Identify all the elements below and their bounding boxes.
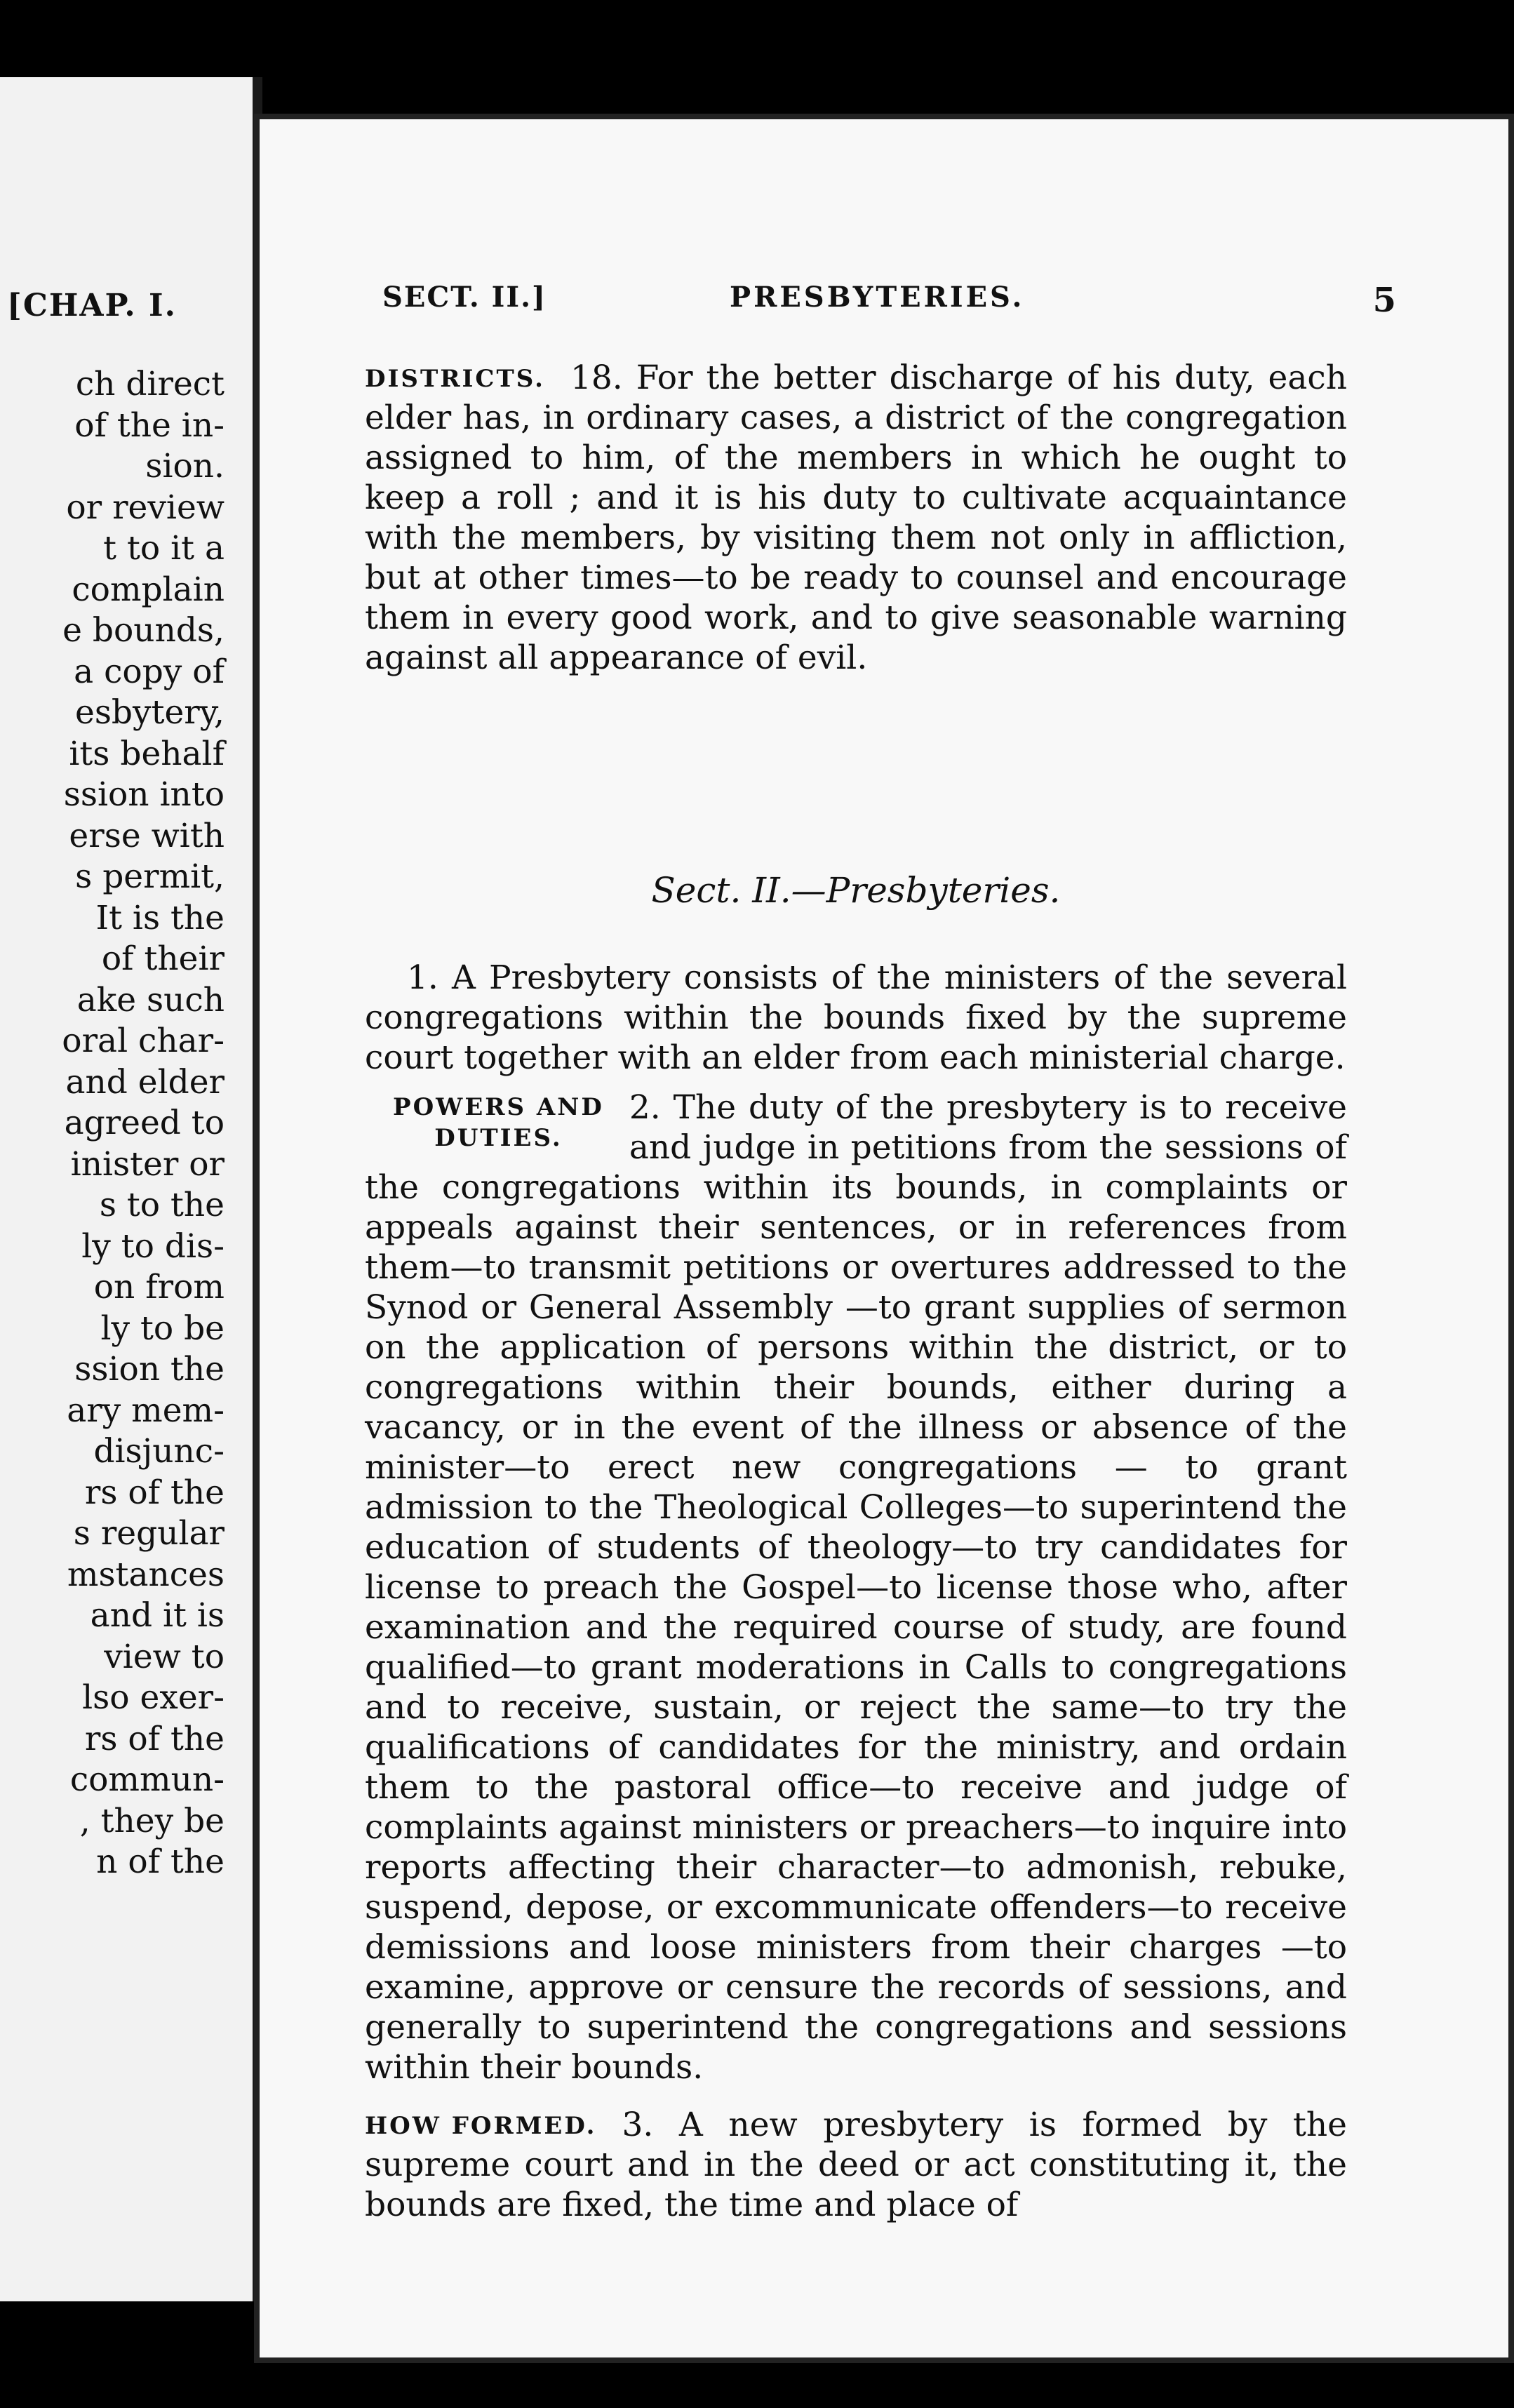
left-page-line: oral char- — [62, 1022, 225, 1060]
left-page-line: its behalf — [69, 734, 225, 773]
left-page-line: rs of the — [84, 1473, 225, 1512]
left-page-line: s permit, — [75, 857, 225, 896]
left-page-line: sion. — [145, 447, 225, 486]
page-number: 5 — [1372, 281, 1396, 320]
running-head-title: PRESBYTERIES. — [730, 281, 1025, 314]
left-page-line: on from — [93, 1268, 225, 1306]
left-page-line: ary mem- — [67, 1391, 225, 1430]
left-page-line: a copy of — [74, 652, 225, 691]
sidenote-powers-and-duties — [393, 1092, 604, 1153]
left-page-line: s regular — [73, 1514, 225, 1553]
left-page-header: [CHAP. I. — [7, 288, 177, 323]
left-page-line: e bounds, — [62, 611, 225, 650]
left-page-line: ssion the — [74, 1350, 225, 1389]
paragraph-18 — [365, 358, 1347, 678]
left-page-line: and it is — [90, 1596, 225, 1635]
left-page-line: view to — [104, 1637, 225, 1676]
paragraph-2-text: 2. The duty of the presbytery is to receive and judge in petitions from the sessions of the congregations within its bounds, in complaints or appeals against their sentences, or in references from them—to transmit petitions or overtures addressed to the Synod or General Assembly —to grant supplies of sermon on the application of persons within the district, or to congregations within their bounds, either during a vacancy, or in the event of the illness or absence of the minister—to erect new congregations — to grant admission to the Theological Colleges—to superintend the education of students of theology—to try candidates for license to preach the Gospel—to license those who, after examination and the required course of study, are found qualified—to grant moderations in Calls to congregations and to receive, sustain, or reject the same—to try the qualifications of candidates for the ministry, and ordain them to the pastoral office—to receive and judge of complaints against ministers or preachers—to inquire into reports affecting their character—to admonish, rebuke, suspend, depose, or excommunicate offenders—to receive demissions and loose ministers from their charges —to examine, approve or censure the records of sessions, and generally to superintend the congregations and sessions within their bounds. — [365, 1088, 1347, 2087]
main-page — [260, 119, 1508, 2357]
paragraph-1: 1. A Presbytery consists of the ministers of the several congregations within the bounds fixed by the supreme court together with an elder from each ministerial charge. — [365, 958, 1347, 1077]
running-head-section: SECT. II.] — [382, 281, 547, 314]
section-heading: Sect. II.—Presbyteries. — [651, 870, 1061, 911]
left-page-line: It is the — [95, 898, 225, 937]
left-page-line: lso exer- — [82, 1678, 225, 1717]
running-head — [365, 281, 1396, 323]
left-page-line: inister or — [70, 1144, 225, 1184]
left-page-line: agreed to — [64, 1104, 225, 1142]
left-page-line: ssion into — [63, 775, 225, 814]
paragraph-3-text: 3. A new presbytery is formed by the supreme court and in the deed or act constituting it, the bounds are fixed, the time and place of — [365, 2106, 1347, 2224]
sidenote-powers-line2: DUTIES. — [434, 1124, 563, 1152]
left-page-line: rs of the — [84, 1719, 225, 1758]
left-page-line: and elder — [65, 1062, 225, 1102]
left-page-line: disjunc- — [93, 1432, 225, 1471]
left-page-line: , they be — [79, 1801, 225, 1840]
left-page-line: commun- — [69, 1760, 225, 1799]
left-page-line: ly to dis- — [81, 1226, 225, 1266]
paragraph-3 — [365, 2105, 1347, 2225]
left-page-line: erse with — [69, 816, 225, 855]
left-page-line: t to it a — [103, 529, 225, 568]
left-page-line: of their — [101, 939, 225, 978]
sidenote-how-formed: HOW FORMED. — [365, 2112, 597, 2140]
left-page-line: complain — [72, 570, 225, 609]
left-page-line: mstances — [67, 1555, 225, 1594]
left-page-line: of the in- — [74, 406, 225, 445]
left-page-line: n of the — [96, 1842, 225, 1881]
sidenote-powers-line1: POWERS AND — [393, 1093, 604, 1121]
sidenote-districts: DISTRICTS. — [365, 365, 545, 393]
paragraph-18-text: 18. For the better discharge of his duty, each elder has, in ordinary cases, a district of the congregation assigned to him, of the members in which he ought to keep a roll ; and it is his duty to cultivate acquaintance with the members, by visiting them not only in affliction, but at other times—to be ready to counsel and encourage them in every good work, and to give seasonable warning against all appearance of evil. — [365, 359, 1347, 677]
left-page-line: esbytery, — [75, 693, 225, 732]
left-page-line: s to the — [99, 1186, 225, 1224]
left-page-line: ly to be — [100, 1309, 225, 1348]
left-page-line: ch direct — [75, 365, 225, 403]
left-page-line: or review — [66, 488, 225, 527]
left-facing-page — [0, 77, 262, 2301]
left-page-line: ake such — [76, 980, 225, 1019]
paragraph-2 — [365, 1088, 1347, 2087]
